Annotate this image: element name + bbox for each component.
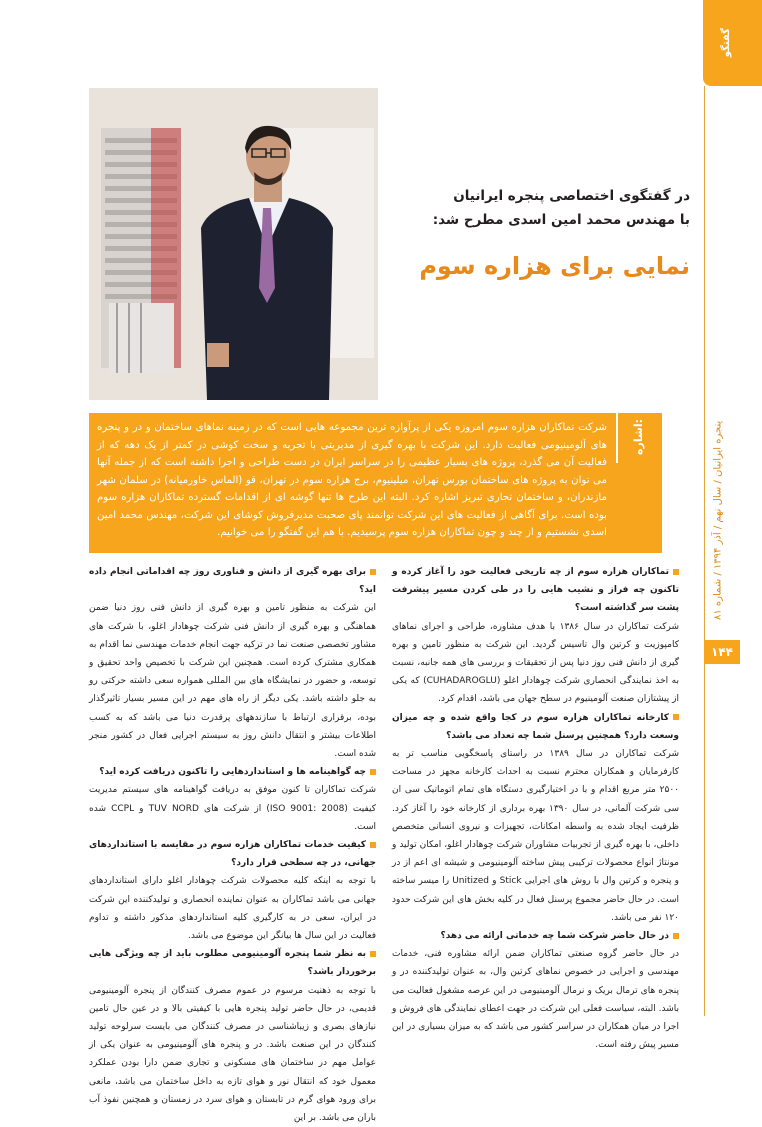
- question: برای بهره گیری از دانش و فناوری روز چه اقداماتی انجام داده اید؟: [89, 563, 376, 599]
- question: کیفیت خدمات تماکاران هزاره سوم در مقایسه با استانداردهای جهانی، در چه سطحی قرار دارد؟: [89, 836, 376, 872]
- intro-tag: [616, 413, 662, 463]
- intro-box: [89, 413, 662, 553]
- column-right: [392, 563, 679, 1054]
- answer: شرکت تماکاران در سال ۱۳۸۶ با هدف مشاوره، طراحی و اجرای نماهای کامپوزیت و کرتین وال تاسیس گردید. این شرکت به منظور تامین و بهره گیری از دانش فنی روز دنیا پس از تحقیقات و بررسی های همه جانبه، نسبت به اخذ نمایندگی انحصاری شرکت چوهادار اغلو (CUHADAROGLU) که یکی از پیشتازان صنعت آلومینیوم در سطح جهان می باشد، اقدام کرد.: [392, 621, 680, 705]
- kicker-line-2: با مهندس محمد امین اسدی مطرح شد:: [432, 212, 690, 228]
- question: تماکاران هزاره سوم از چه تاریخی فعالیت خود را آغاز کرده و تاکنون چه فراز و نشیب هایی را در طی کردن مسیر پیشرفت پشت سر گذاشته است؟: [392, 563, 679, 618]
- intro-text: شرکت تماکاران هزاره سوم امروزه یکی از پرآوازه ترین مجموعه هایی است که در زمینه نماهای ساختمان و در و پنجره های آلومینیومی فعالیت دارد. این شرکت با بهره گیری از مدیریتی با تجربه و سخت کوشی در کمتر از یک دهه که از فعالیت آن می گذرد، پروژه های بسیار عظیمی را در سراسر ایران در دست طراحی و اجرا داشته است که از جمله آنها می توان به پروژه های ساختمان بورس تهران، میلینیوم، برج هزاره سوم در تهران، قو (الماس خاورمیانه) در سلمان شهر مازندران، و ساختمان تجاری تبریز اشاره کرد. البته این طرح ها تنها گوشه ای از اقدامات گسترده تماکاران هزاره سوم بوده است. برای آگاهی از فعالیت های این شرکت توانمند پای صحبت مدیرفروش کوشای این شرکت، مهندس محمد امین اسدی نشستیم و از چند و چون تماکاران هزاره سوم پرسیدیم. با هم این گفتگو را می خوانیم.: [97, 422, 607, 538]
- question: چه گواهینامه ها و استانداردهایی را تاکنون دریافت کرده اید؟: [89, 763, 376, 781]
- answer: با توجه به ذهنیت مرسوم در عموم مصرف کنندگان از پنجره آلومینیومی قدیمی، در حال حاضر تولید پنجره هایی با کیفیتی بالا و در عین حال تامین نیازهای بصری و زیباشناسی در مصرف کنندگان می بایست سرلوحه تولید کنندگان در این صنعت باشد. در و پنجره های آلومینیومی به عنوان یکی از عوامل مهم در ساختمان های مسکونی و تجاری ضمن دارا بودن عملکرد معمول خود که انتقال نور و هوای تازه به داخل ساختمان می باشد، مانعی برای ورود هوای گرم در تابستان و هوای سرد در زمستان و همچنین نفوذ آب باران می باشد. بر این: [89, 985, 376, 1124]
- question: به نظر شما پنجره آلومینیومی مطلوب باید از چه ویژگی هایی برخوردار باشد؟: [89, 945, 376, 981]
- page-number: ۱۴۴: [704, 640, 740, 664]
- kicker-line-1: در گفتگوی اختصاصی پنجره ایرانیان: [453, 188, 690, 204]
- answer: شرکت تماکاران در سال ۱۳۸۹ در راستای پاسخگویی مناسب تر به کارفرمایان و همکاران محترم نسبت به احداث کارخانه مجهز در مساحت ۲۵۰۰ متر مربع اقدام و با در اختیارگیری دستگاه های تمام اتوماتیک سی ان سی شرکت آلمانی، در سال ۱۳۹۰ بهره برداری از کارخانه خود را آغاز کرد. ظرفیت ایجاد شده به واسطه امکانات، تجهیزات و نیروی انسانی متخصص داخلی، با بهره گیری از تجربیات مشاوران شرکت چوهادار اغلو، امکان تولید و مونتاژ انواع محصولات ترکیبی پیش ساخته آلومینیومی و شیشه ای اعم از در و پنجره و کرتین وال با روش های اجرایی Stick و Unitized را میسر ساخته است. در حال حاضر مجموع پرسنل فعال در کلیه بخش های این شرکت حدود ۱۲۰ نفر می باشد.: [392, 749, 680, 923]
- column-left: [89, 563, 376, 1127]
- article-title: نمایی برای هزاره سوم: [419, 252, 690, 280]
- portrait-image: [89, 88, 378, 400]
- answer: این شرکت به منظور تامین و بهره گیری از دانش فنی روز دنیا ضمن هماهنگی و بهره گیری از دانش فنی شرکت چوهادار اغلو، با شرکت های مشاور تخصصی صنعت نما در ترکیه جهت انجام خدمات مهندسی نما اقدام به همکاری مشترک کرده است. همچنین این شرکت با تخصیص واحد تحقیق و توسعه، و حضور در نمایشگاه های بین المللی همواره سعی داشته حرکتی رو به جلو داشته باشد. یکی دیگر از راه های مهم در این مسیر بسیار تاثیرگذار بوده، برقراری ارتباط با سازندههای پرقدرت دنیا می باشد که به کسب اطلاعات بیشتر و انتقال دانش روز به سیستم اجرایی فعال در کشور منجر شده است.: [89, 603, 376, 760]
- section-tab: [703, 0, 762, 86]
- intro-tag-label: اشاره:: [632, 419, 645, 455]
- question: در حال حاضر شرکت شما چه خدماتی ارائه می دهد؟: [392, 927, 679, 945]
- issue-info: پنجره ایرانیان / سال نهم / آذر ۱۳۹۴ / شماره ۸۱: [712, 420, 724, 620]
- answer: با توجه به اینکه کلیه محصولات شرکت چوهادار اغلو دارای استانداردهای جهانی می باشد تماکاران به عنوان نماینده انحصاری و تولیدکننده این شرکت در ایران، سعی در به کارگیری کلیه استانداردهای مذکور داشته و تداوم فعالیت در این سال ها بیانگر این موضوع می باشد.: [89, 876, 376, 942]
- interview-photo: [89, 88, 378, 400]
- section-tab-label: گفتگو: [721, 28, 732, 58]
- answer: در حال حاضر گروه صنعتی تماکاران ضمن ارائه مشاوره فنی، خدمات مهندسی و اجرایی در خصوص نماهای کرتین وال، به عنوان تولیدکننده در و پنجره های ترمال بریک و نرمال آلومینیومی در این عرصه مشغول فعالیت می باشد. البته، سیاست فعلی این شرکت در جهت اعطای نمایندگی های فروش و اجرا در میان همکاران در سراسر کشور می باشد که به میزان بسیاری در این مسیر پیش رفته است.: [392, 949, 679, 1051]
- answer: شرکت تماکاران تا کنون موفق به دریافت گواهینامه های سیستم مدیریت کیفیت (ISO 9001: 2008) از شرکت های TUV NORD و CCPL شده است.: [89, 785, 377, 832]
- question: کارخانه تماکاران هزاره سوم در کجا واقع شده و چه میزان وسعت دارد؟ همچنین پرسنل شما چه تعداد می باشد؟: [392, 709, 679, 745]
